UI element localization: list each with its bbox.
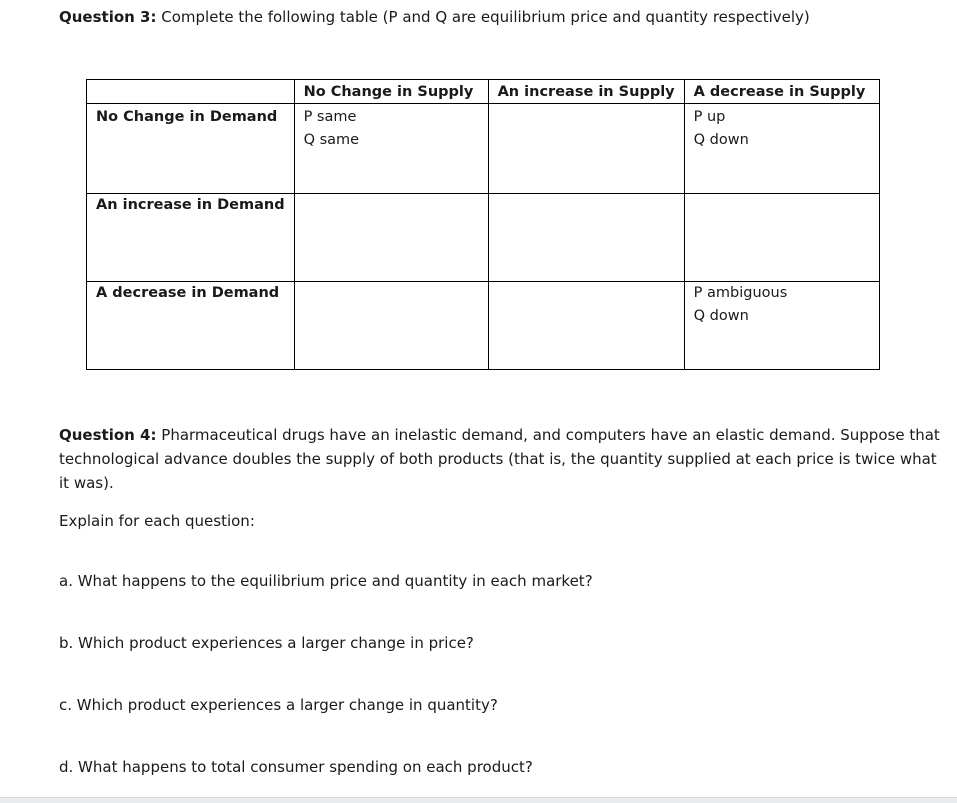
cell-answer-q: Q down bbox=[693, 132, 749, 148]
table-cell-empty bbox=[488, 282, 684, 370]
question-4-prompt bbox=[59, 423, 949, 495]
cell-answer-p: P ambiguous bbox=[693, 285, 788, 301]
subquestion-d: d. What happens to total consumer spending on each product? bbox=[59, 758, 533, 776]
table-row bbox=[87, 194, 880, 282]
question-3-label: Question 3: bbox=[59, 8, 157, 26]
cell-answer-q: Q down bbox=[693, 308, 749, 324]
question-4-text: Pharmaceutical drugs have an inelastic demand, and computers have an elastic demand. Suppose that technological advance doubles the supply of both products (that is, the quantity supplied at each price is twice what it was). bbox=[59, 426, 940, 492]
table-cell-empty bbox=[488, 194, 684, 282]
row-header-increase-demand: An increase in Demand bbox=[87, 194, 295, 282]
subquestion-a: a. What happens to the equilibrium price and quantity in each market? bbox=[59, 572, 593, 590]
table-cell-empty bbox=[488, 104, 684, 194]
header-decrease-supply: A decrease in Supply bbox=[684, 80, 879, 104]
table-row bbox=[87, 282, 880, 370]
row-header-decrease-demand: A decrease in Demand bbox=[87, 282, 295, 370]
table-cell-empty bbox=[684, 194, 879, 282]
question-3-text: Complete the following table (P and Q are equilibrium price and quantity respectively) bbox=[156, 8, 810, 26]
row-header-no-change-demand: No Change in Demand bbox=[87, 104, 295, 194]
question-3-prompt bbox=[59, 7, 810, 27]
header-increase-supply: An increase in Supply bbox=[488, 80, 684, 104]
table-cell-empty bbox=[294, 194, 488, 282]
explain-instruction: Explain for each question: bbox=[59, 512, 255, 530]
supply-demand-table bbox=[86, 79, 880, 370]
question-4-label: Question 4: bbox=[59, 426, 157, 444]
header-corner-cell bbox=[87, 80, 295, 104]
table-row bbox=[87, 104, 880, 194]
page-bottom-edge bbox=[0, 797, 957, 803]
cell-answer-p: P up bbox=[693, 109, 726, 125]
table-cell bbox=[684, 282, 879, 370]
cell-answer-p: P same bbox=[303, 109, 357, 125]
table-cell bbox=[684, 104, 879, 194]
subquestion-b: b. Which product experiences a larger change in price? bbox=[59, 634, 474, 652]
table-cell-empty bbox=[294, 282, 488, 370]
table-cell bbox=[294, 104, 488, 194]
subquestion-c: c. Which product experiences a larger change in quantity? bbox=[59, 696, 498, 714]
table-header-row bbox=[87, 80, 880, 104]
header-no-change-supply: No Change in Supply bbox=[294, 80, 488, 104]
cell-answer-q: Q same bbox=[303, 132, 360, 148]
